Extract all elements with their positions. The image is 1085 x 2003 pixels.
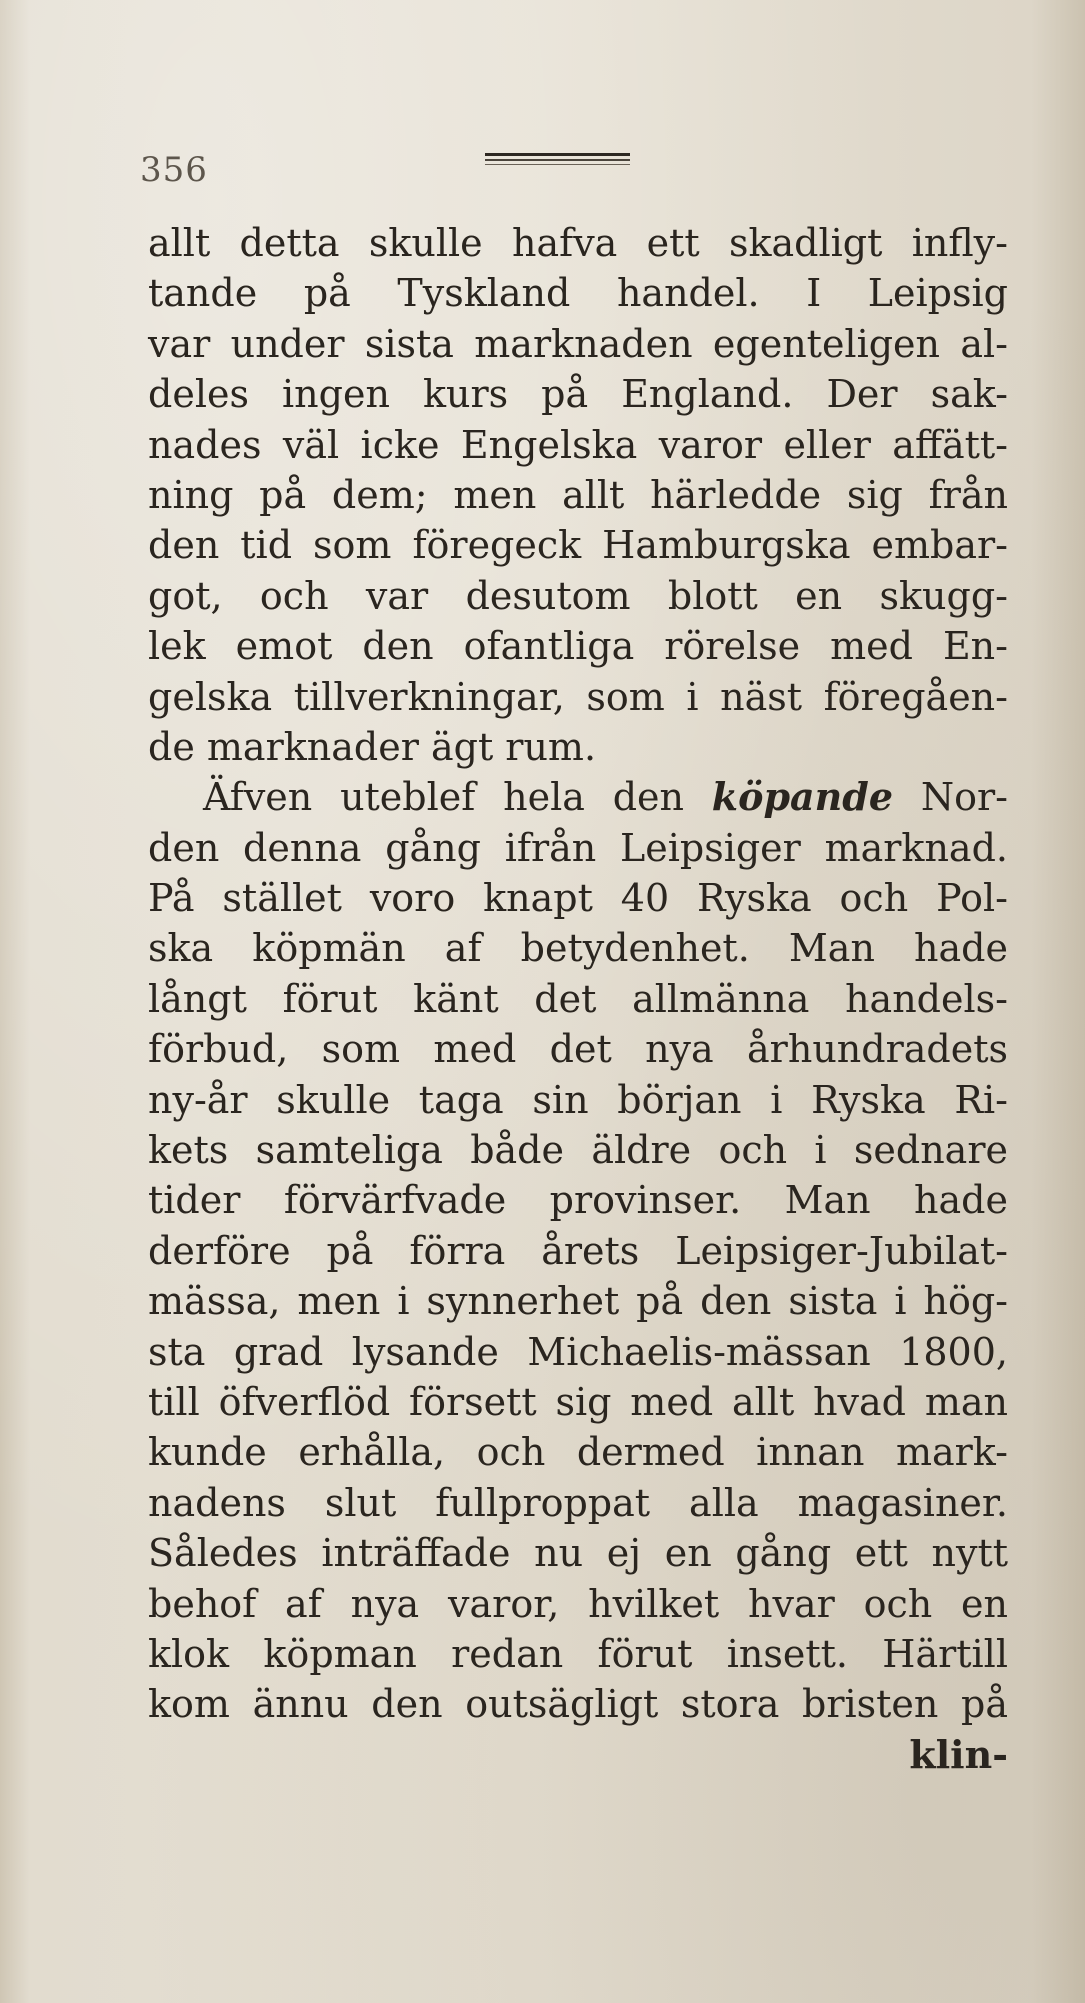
header-rule-line: [485, 159, 630, 161]
text-line: nadens slut fullproppat alla magasiner.: [148, 1480, 1008, 1525]
paragraph-first-line: [148, 772, 1008, 822]
text-line: den tid som föregeck Hamburgska embar-: [148, 523, 1008, 568]
text-line: till öfverflöd försett sig med allt hvad man: [148, 1379, 1008, 1424]
text-line: ska köpmän af betydenhet. Man hade: [148, 926, 1008, 971]
text-line: gelska tillverkningar, som i näst föregåen-: [148, 674, 1008, 719]
text-line: ny-år skulle taga sin början i Ryska Ri-: [148, 1077, 1008, 1122]
text-line: ning på dem; men allt härledde sig från: [148, 472, 1008, 517]
text-line: långt förut känt det allmänna handels-: [148, 976, 1008, 1021]
page-number: 356: [140, 150, 208, 190]
text-line: klok köpman redan förut insett. Härtill: [148, 1631, 1008, 1676]
text-line: Således inträffade nu ej en gång ett nytt: [148, 1531, 1008, 1576]
text-line: den denna gång ifrån Leipsiger marknad.: [148, 825, 1008, 870]
header-rule: [485, 153, 630, 167]
body-text: [148, 218, 1008, 1780]
text-line: var under sista marknaden egenteligen al-: [148, 321, 1008, 366]
text-line: kunde erhålla, och dermed innan mark-: [148, 1430, 1008, 1475]
catchword: klin-: [909, 1731, 1008, 1777]
text-line: allt detta skulle hafva ett skadligt infly-: [148, 221, 1008, 265]
text-line: kets samteliga både äldre och i sednare: [148, 1128, 1008, 1173]
text-line: derföre på förra årets Leipsiger-Jubilat-: [148, 1228, 1008, 1273]
text-segment: Nor-: [920, 775, 1008, 820]
text-line: sta grad lysande Michaelis-mässan 1800,: [148, 1329, 1008, 1374]
text-line: förbud, som med det nya århundradets: [148, 1027, 1008, 1072]
header-rule-line: [485, 164, 630, 165]
text-line: deles ingen kurs på England. Der sak-: [148, 372, 1008, 417]
text-line: mässa, men i synnerhet på den sista i hög-: [148, 1279, 1008, 1324]
text-line: tider förvärfvade provinser. Man hade: [148, 1178, 1008, 1223]
text-line: de marknader ägt rum.: [148, 724, 597, 769]
text-line: tande på Tyskland handel. I Leipsig: [148, 271, 1008, 316]
text-line: behof af nya varor, hvilket hvar och en: [148, 1581, 1008, 1626]
text-segment: Äfven uteblef hela den: [203, 775, 684, 820]
text-line: got, och var desutom blott en skugg-: [148, 573, 1008, 618]
text-line: kom ännu den outsägligt stora bristen på: [148, 1682, 1008, 1727]
text-line: lek emot den ofantliga rörelse med En-: [148, 624, 1008, 669]
emphasized-word: köpande: [711, 774, 894, 820]
header-rule-line: [485, 153, 630, 156]
text-line: nades väl icke Engelska varor eller affätt-: [148, 422, 1008, 467]
text-line: På stället voro knapt 40 Ryska och Pol-: [148, 876, 1008, 921]
